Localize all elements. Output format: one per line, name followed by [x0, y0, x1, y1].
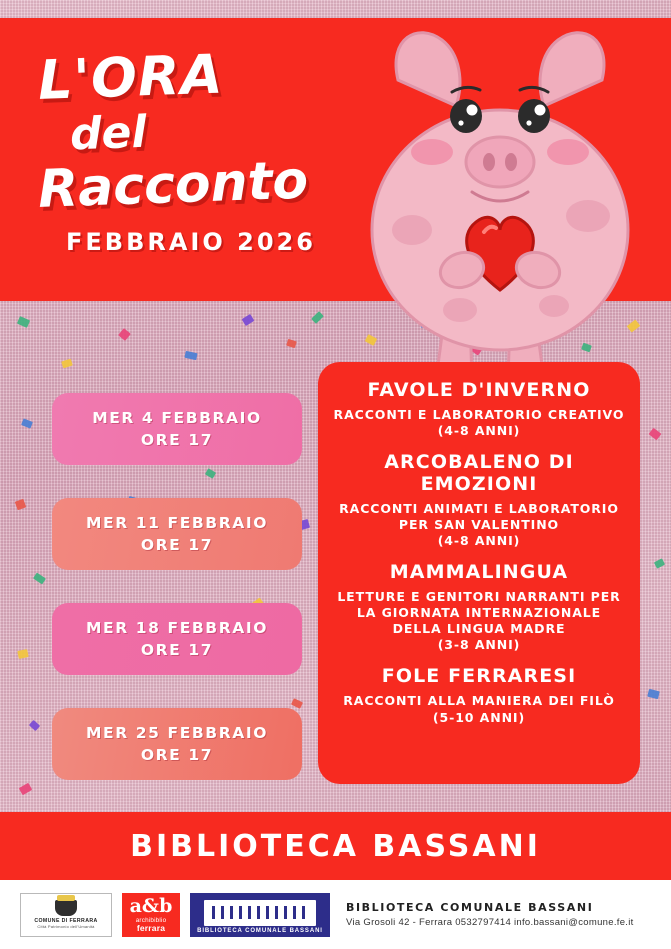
pig-illustration	[340, 20, 660, 420]
event-item	[332, 562, 626, 652]
archibiblio-mark: a&b	[129, 894, 173, 917]
event-age: (3-8 ANNI)	[437, 637, 521, 653]
biblioteca-logo-label: BIBLIOTECA COMUNALE BASSANI	[197, 927, 323, 934]
chip-time: ORE 17	[140, 641, 214, 659]
chip-date: MER 18 FEBBRAIO	[86, 619, 268, 637]
chip-date: MER 25 FEBBRAIO	[86, 724, 268, 742]
logo-group	[0, 893, 330, 937]
title-line-2: del	[69, 106, 148, 161]
date-chip[interactable]	[52, 393, 302, 465]
chip-time: ORE 17	[140, 431, 214, 449]
chip-date: MER 11 FEBBRAIO	[86, 514, 268, 532]
date-chip[interactable]	[52, 498, 302, 570]
event-subtitle: RACCONTI ANIMATI E LABORATORIO PER SAN VALENTINO	[339, 501, 619, 532]
title-line-3: Racconto	[37, 150, 310, 220]
footer-text	[330, 901, 634, 928]
title-line-1: L'ORA	[36, 42, 225, 112]
footer-contact: Via Grosoli 42 - Ferrara 0532797414 info.bassani@comune.fe.it	[346, 917, 634, 928]
event-title: ARCOBALENO DI EMOZIONI	[384, 451, 574, 496]
library-banner	[0, 812, 671, 880]
chip-time: ORE 17	[140, 536, 214, 554]
biblioteca-bassani-logo	[190, 893, 330, 937]
event-age: (4-8 ANNI)	[437, 533, 521, 549]
footer	[0, 880, 671, 949]
footer-library-name: BIBLIOTECA COMUNALE BASSANI	[346, 901, 594, 914]
crest-icon	[55, 900, 77, 916]
archibiblio-line-2: ferrara	[136, 922, 166, 933]
date-chip[interactable]	[52, 603, 302, 675]
event-title: MAMMALINGUA	[389, 561, 569, 584]
event-item	[332, 666, 626, 724]
event-title: FAVOLE D'INVERNO	[367, 379, 591, 401]
event-age: (5-10 ANNI)	[432, 709, 526, 725]
event-age: (4-8 ANNI)	[437, 423, 521, 439]
archibiblio-line-1: archibiblio	[135, 916, 167, 924]
date-chip-list	[52, 393, 302, 813]
event-item	[332, 452, 626, 548]
programme-panel	[318, 362, 640, 784]
library-banner-text: BIBLIOTECA BASSANI	[130, 828, 541, 864]
poster-title	[36, 42, 378, 256]
event-subtitle: RACCONTI E LABORATORIO CREATIVO	[333, 406, 625, 422]
event-item	[332, 380, 626, 438]
chip-time: ORE 17	[140, 746, 214, 764]
library-building-icon	[204, 900, 316, 926]
event-subtitle: LETTURE E GENITORI NARRANTI PER LA GIORNATA INTERNAZIONALE DELLA LINGUA MADRE	[337, 589, 621, 636]
title-month: FEBBRAIO 2026	[66, 228, 316, 256]
event-title: FOLE FERRARESI	[381, 665, 577, 688]
date-chip[interactable]	[52, 708, 302, 780]
event-subtitle: RACCONTI ALLA MANIERA DEI FILÒ	[343, 692, 615, 708]
archibiblio-logo	[122, 893, 180, 937]
comune-logo-line-2: Città Patrimonio dell'Umanità	[37, 924, 95, 929]
chip-date: MER 4 FEBBRAIO	[92, 409, 262, 427]
comune-logo-line-1: COMUNE DI FERRARA	[34, 918, 98, 924]
comune-di-ferrara-logo	[20, 893, 112, 937]
